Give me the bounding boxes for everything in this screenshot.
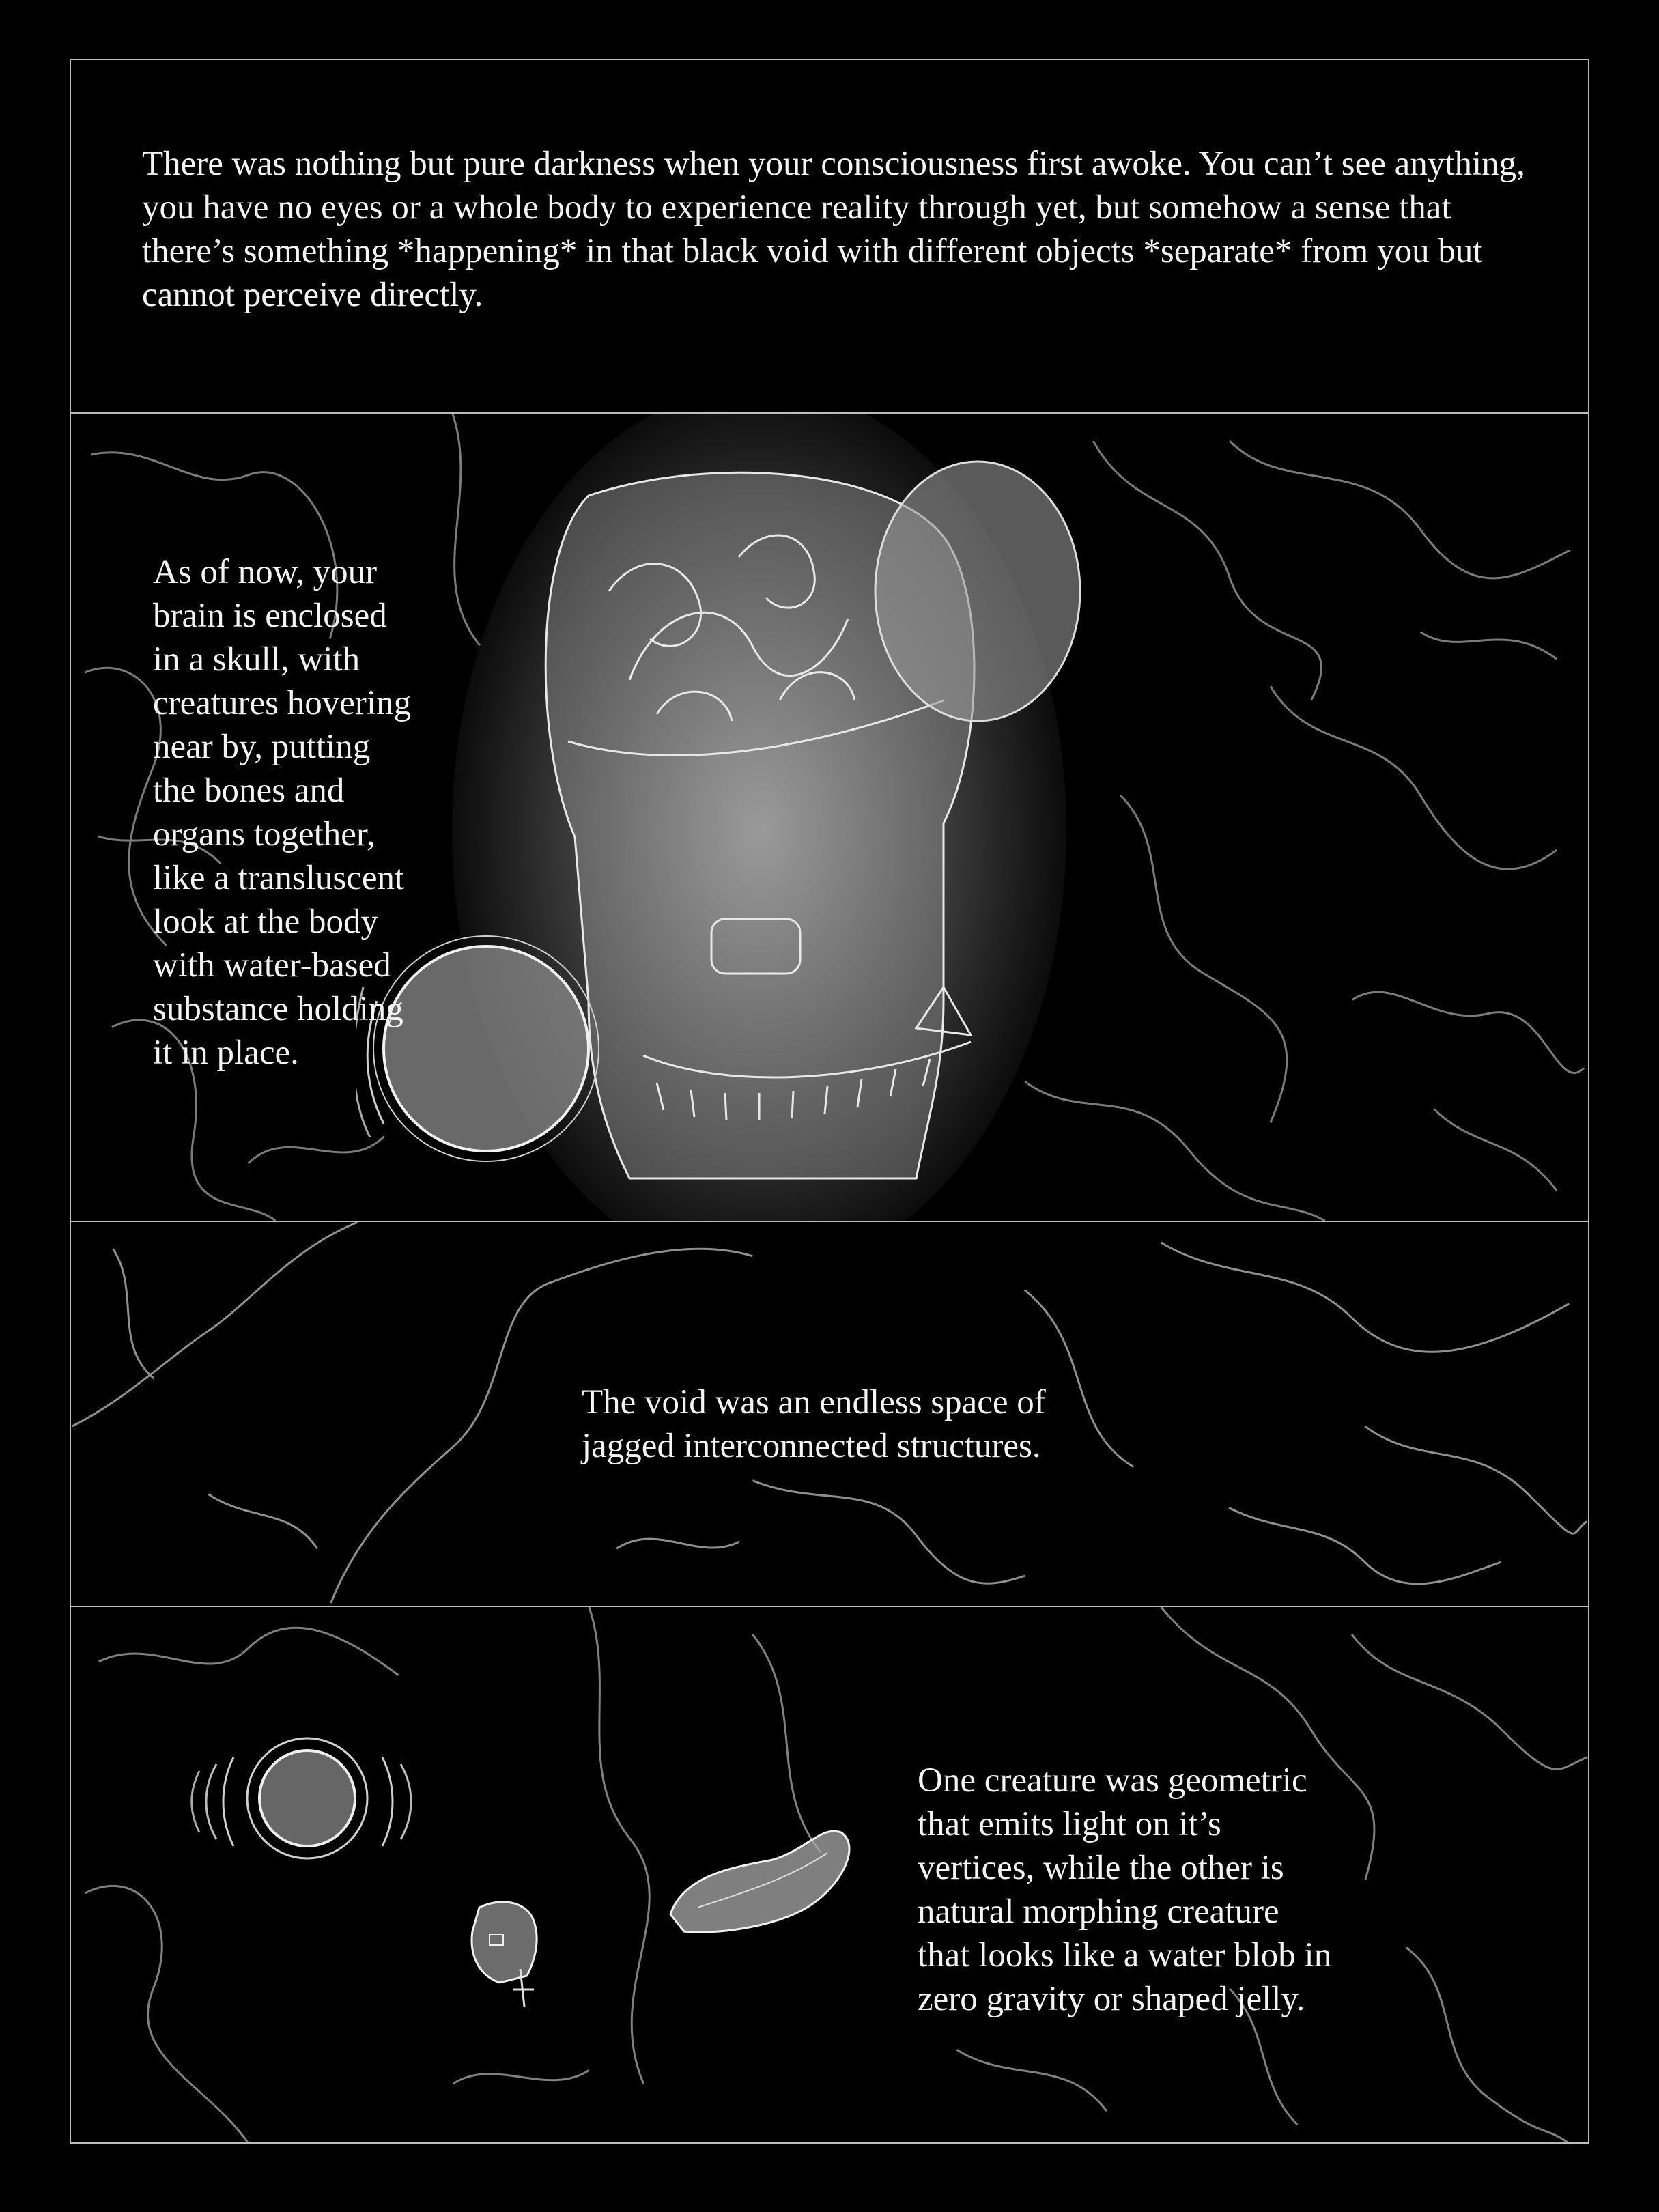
void-caption: The void was an endless space of jagged interconnected structures. <box>582 1383 1046 1465</box>
skull-caption: As of now, your brain is enclosed in a skull, with creatures hovering near by, putting the bones and organs together, like a transluscent look at the body with water-based substance holding it in place. <box>153 553 412 1072</box>
creatures-caption: One creature was geometric that emits light on it’s vertices, while the other is natural morphing creature that looks like a water blob in zero gravity or shaped jelly. <box>918 1761 1332 2018</box>
page-frame <box>70 59 1589 2144</box>
intro-caption: There was nothing but pure darkness when your consciousness first awoke. You can’t see anything, you have no eyes or a whole body to experience reality through yet, but somehow a sense that there’s something *happening* in that black void with different objects *separate* from you but cannot perceive directly. <box>142 145 1525 314</box>
